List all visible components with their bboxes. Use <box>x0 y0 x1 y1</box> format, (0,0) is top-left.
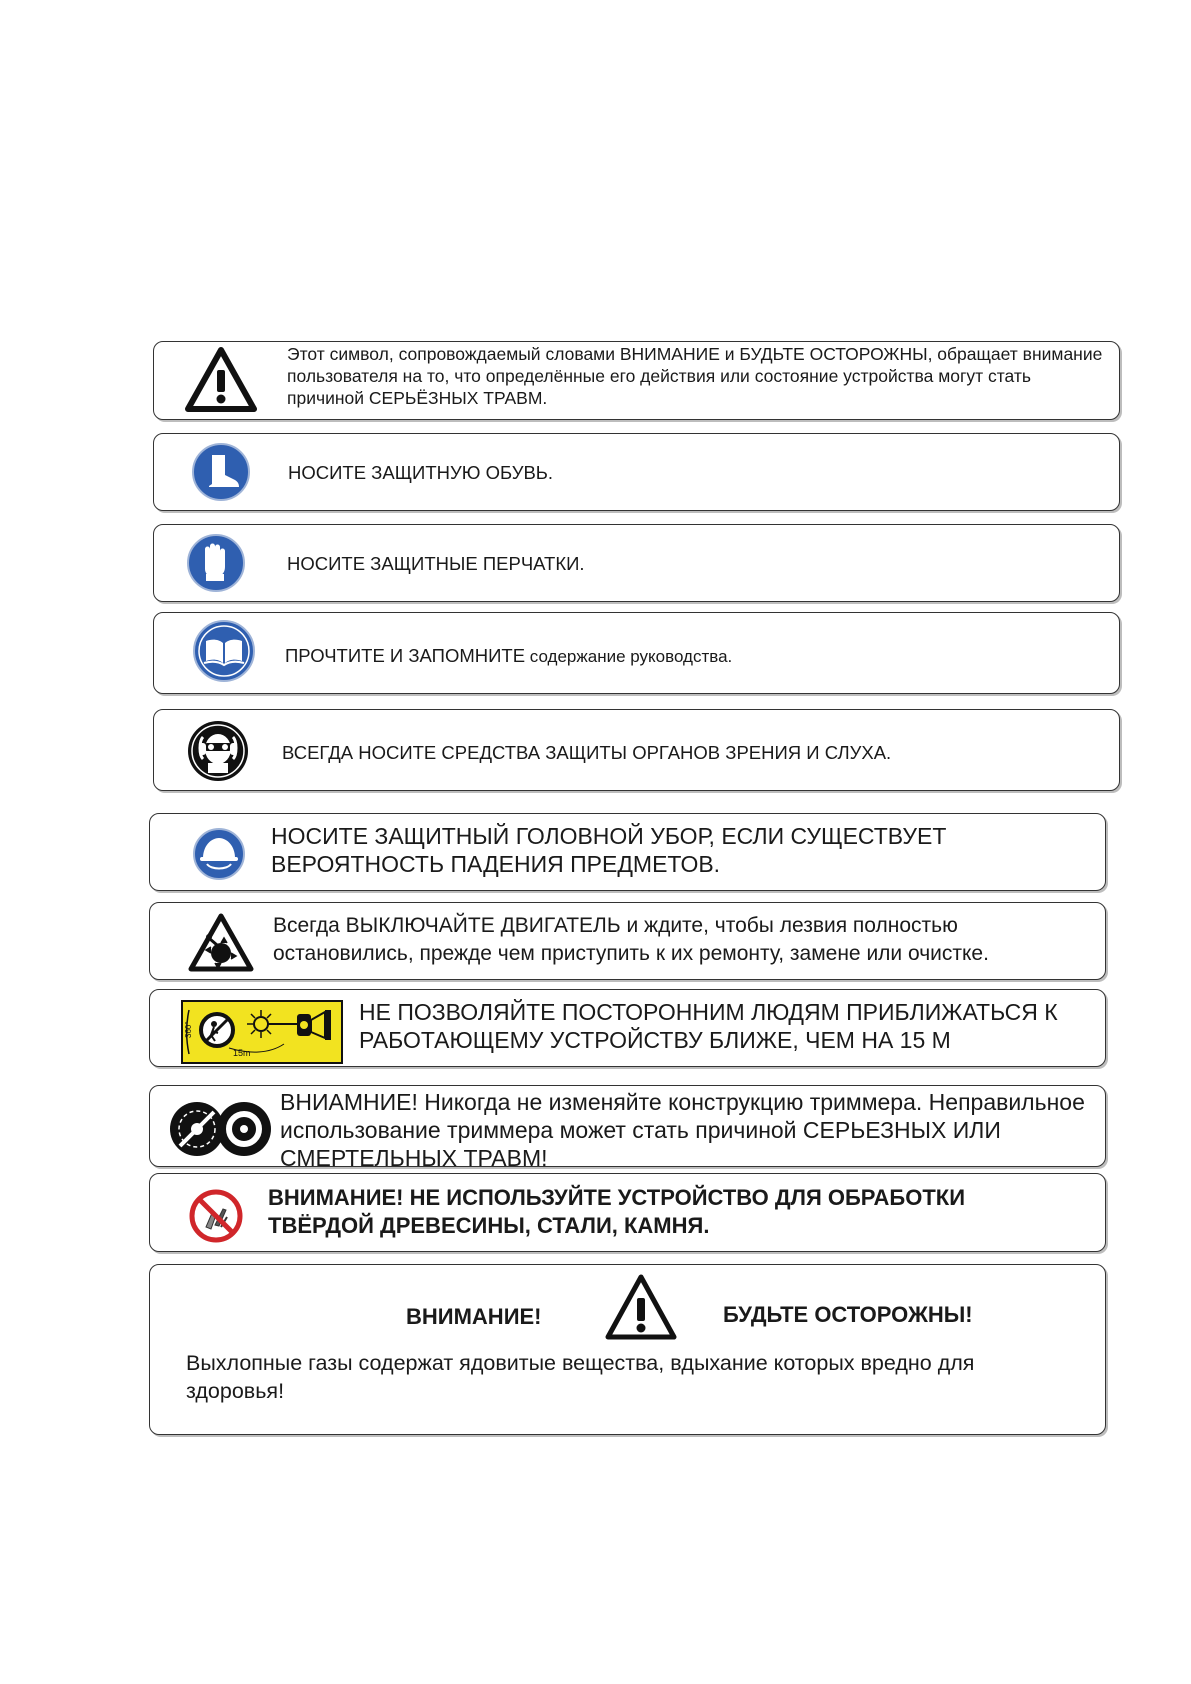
notice-modification <box>149 1085 1106 1171</box>
manual-text-rest: содержание руководства. <box>525 647 733 666</box>
helmet-text-line2: ВЕРОЯТНОСТЬ ПАДЕНИЯ ПРЕДМЕТОВ. <box>271 851 721 877</box>
modification-text-line2: использование триммера может стать причиной СЕРЬЕЗНЫХ ИЛИ <box>280 1117 1001 1143</box>
safety-gloves-icon <box>186 533 246 593</box>
gloves-text: НОСИТЕ ЗАЩИТНЫЕ ПЕРЧАТКИ. <box>287 553 585 574</box>
notice-bystanders <box>149 989 1106 1067</box>
notice-helmet <box>149 813 1106 891</box>
eye-ear-protection-icon <box>186 719 250 783</box>
notice-gloves <box>153 524 1120 602</box>
notice-manual <box>153 612 1120 694</box>
engine-off-text-line2: остановились, прежде чем приступить к их ремонту, замене или очистке. <box>273 942 989 965</box>
notice-warning-symbol <box>153 341 1120 420</box>
prohibited-hard-material-icon <box>187 1187 245 1245</box>
exhaust-text-line2: здоровья! <box>186 1379 285 1403</box>
notice-eye-ear <box>153 709 1120 791</box>
keep-distance-15m-icon <box>181 1000 343 1064</box>
sign-angle-label: 360° <box>184 1021 193 1038</box>
engine-off-text-line1: Всегда ВЫКЛЮЧАЙТЕ ДВИГАТЕЛЬ и ждите, чтобы лезвия полностью <box>273 914 958 937</box>
helmet-text-line1: НОСИТЕ ЗАЩИТНЫЙ ГОЛОВНОЙ УБОР, ЕСЛИ СУЩЕСТВУЕТ <box>271 823 947 849</box>
bystanders-text <box>359 998 1058 1054</box>
helmet-icon <box>193 828 245 880</box>
hard-material-text-line2: ТВЁРДОЙ ДРЕВЕСИНЫ, СТАЛИ, КАМНЯ. <box>268 1213 710 1238</box>
rotating-blade-warning-icon <box>188 913 254 973</box>
manual-text-caps: ПРОЧТИТЕ И ЗАПОМНИТЕ <box>285 645 526 666</box>
no-modification-blades-icon <box>168 1100 272 1158</box>
eye-ear-text: ВСЕГДА НОСИТЕ СРЕДСТВА ЗАЩИТЫ ОРГАНОВ ЗРЕНИЯ И СЛУХА. <box>282 742 892 763</box>
exhaust-text <box>186 1349 974 1405</box>
boots-text: НОСИТЕ ЗАЩИТНУЮ ОБУВЬ. <box>288 462 554 483</box>
warning-symbol-text: Этот символ, сопровождаемый словами ВНИМАНИЕ и БУДЬТЕ ОСТОРОЖНЫ, обращает внимание пользователя на то, что определённые его действия или состояние устройства могут стать причиной СЕРЬЁЗНЫХ ТРАВМ. <box>287 344 1103 408</box>
sign-distance-label: 15m <box>233 1048 251 1058</box>
notice-boots <box>153 433 1120 511</box>
hard-material-text <box>268 1184 965 1240</box>
warning-triangle-icon <box>184 346 258 413</box>
bystanders-text-line1: НЕ ПОЗВОЛЯЙТЕ ПОСТОРОННИМ ЛЮДЯМ ПРИБЛИЖАТЬСЯ К <box>359 999 1058 1025</box>
read-manual-icon <box>192 619 256 683</box>
exhaust-text-line1: Выхлопные газы содержат ядовитые вещества, вдыхание которых вредно для <box>186 1351 975 1375</box>
notice-exhaust <box>149 1264 1106 1435</box>
warning-triangle-icon <box>604 1273 678 1341</box>
bystanders-text-line2: РАБОТАЮЩЕМУ УСТРОЙСТВУ БЛИЖЕ, ЧЕМ НА 15 М <box>359 1027 951 1053</box>
exhaust-heading-left: ВНИМАНИЕ! <box>406 1304 542 1329</box>
modification-text <box>280 1088 1085 1172</box>
hard-material-text-line1: ВНИМАНИЕ! НЕ ИСПОЛЬЗУЙТЕ УСТРОЙСТВО ДЛЯ ОБРАБОТКИ <box>268 1185 966 1210</box>
notice-hard-material <box>149 1173 1106 1252</box>
exhaust-heading-right: БУДЬТЕ ОСТОРОЖНЫ! <box>723 1302 973 1327</box>
notice-engine-off <box>149 902 1106 980</box>
modification-text-line3: СМЕРТЕЛЬНЫХ ТРАВМ! <box>280 1145 548 1171</box>
safety-boot-icon <box>191 442 251 502</box>
manual-text <box>285 644 732 667</box>
engine-off-text <box>273 912 989 968</box>
modification-text-line1: ВНИАМНИЕ! Никогда не изменяйте конструкцию триммера. Неправильное <box>280 1089 1085 1115</box>
helmet-text <box>271 822 946 878</box>
